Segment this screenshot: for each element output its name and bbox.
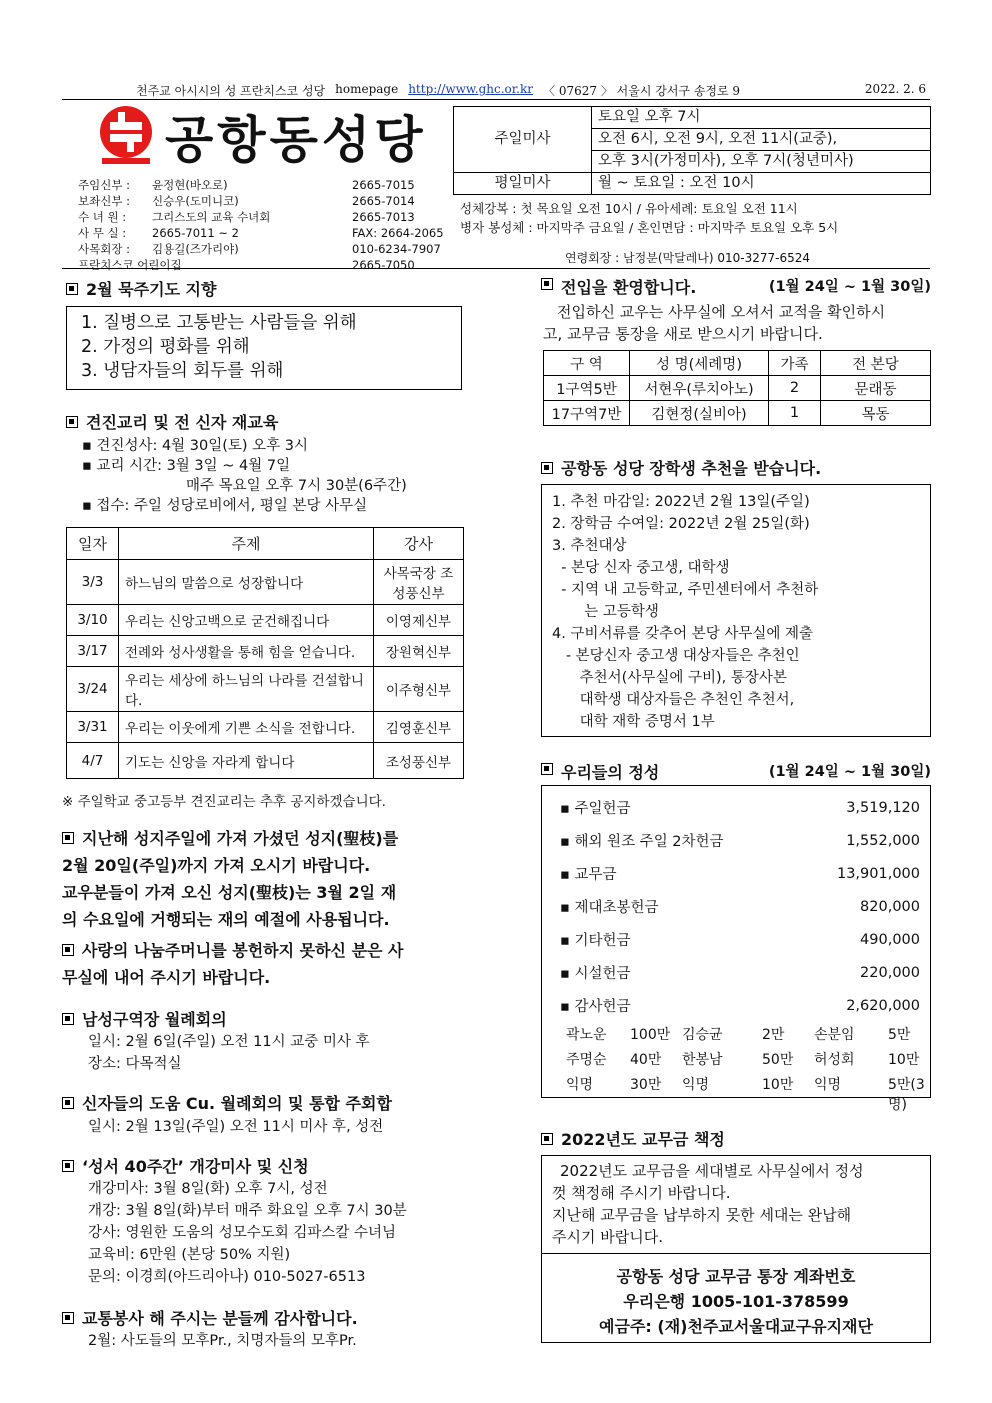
table-row: 3/17 전례와 성사생활을 통해 힘을 얻습니다. 장원혁신부 — [67, 636, 464, 667]
palm-notice: 지난해 성지주일에 가져 가셨던 성지(聖枝)를 2월 20일(주일)까지 가져 오시기 바랍니다. 교우분들이 가져 오신 성지(聖枝)는 3월 2일 재 의 수요일에 거행되는 재의 예절에 사용됩니다. — [62, 829, 399, 929]
list-item: ▪ 시설헌금 220,000 — [552, 956, 920, 989]
weekday-mass-label: 평일미사 — [454, 173, 592, 195]
love-pouch-notice: 사랑의 나눔주머니를 봉헌하지 못하신 분은 사 무실에 내어 주시기 바랍니다. — [62, 941, 404, 987]
prayer-intentions: 1. 질병으로 고통받는 사람들을 위해 2. 가정의 평화를 위해 3. 냉담자들의 회두를 위해 — [66, 306, 462, 390]
traffic-volunteers: 2월: 사도들의 모후Pr., 치명자들의 모후Pr. — [88, 1333, 357, 1349]
parish-logo-icon — [96, 104, 156, 166]
staff-row: 프란치스코 어린이집 2665-7050 — [78, 258, 415, 272]
new-parishioner-table: 구 역 성 명(세례명) 가족 전 본당 1구역5반 서현우(루치아노) 2 문래동 17구역7반 김현정(실비아) 1 목동 — [543, 350, 931, 426]
donation-box — [541, 785, 931, 1113]
address: 〈 07627 〉 서울시 강서구 송정로 9 — [543, 84, 741, 98]
staff-row: 수 녀 원 : 그리스도의 교육 수녀회 2665-7013 — [78, 210, 415, 224]
homepage-link[interactable]: http://www.ghc.or.kr — [408, 82, 534, 96]
page-title: 공항동성당 — [165, 111, 427, 169]
sunday-mass-label: 주일미사 — [454, 107, 592, 173]
list-item: ▪ 기타헌금 490,000 — [552, 923, 920, 956]
men-meeting-info: 일시: 2월 6일(주일) 오전 11시 교중 미사 후 장소: 다목적실 — [88, 1034, 370, 1072]
table-row: 4/7 기도는 신앙을 자라게 합니다 조성풍신부 — [67, 743, 464, 779]
section-heading: 전입을 환영합니다. (1월 24일 ~ 1월 30일) — [541, 275, 931, 298]
table-row: 3/31 우리는 이웃에게 기쁜 소식을 전합니다. 김영훈신부 — [67, 712, 464, 743]
homepage-label: homepage — [335, 82, 399, 96]
section-heading: 우리들의 정성 (1월 24일 ~ 1월 30일) — [541, 760, 931, 783]
scholarship-box: 1. 추천 마감일: 2022년 2월 13일(주일) 2. 장학금 수여일: 2022년 2월 25일(화) 3. 추천대상 - 본당 신자 중고생, 대학생 - 지역 내 고등학교, 주민센터에서 추천하 는 고등학생 4. 구비서류를 갖추어 본당 사무실에 제출 - 본당신자 중고생 대상자들은 추천인 추천서(사무실에 구비), 통장사본 대학생 대상자들은 추천인 추천서, 대학 재학 증명서 1부 — [541, 484, 931, 737]
notice-note: ※ 주일학교 중고등부 견진교리는 추후 공지하겠습니다. — [62, 794, 386, 810]
mass-schedule-table: 주일미사 토요일 오후 7시 오전 6시, 오전 9시, 오전 11시(교중), 오후 3시(가정미사), 오후 7시(청년미사) 평일미사 월 ~ 토요일 : 오전 10시 — [453, 106, 931, 195]
staff-row: 보좌신부 : 신승우(도미니코) 2665-7014 — [78, 194, 415, 208]
table-row: 1구역5반 서현우(루치아노) 2 문래동 — [544, 376, 931, 401]
confirmation-info: ▪ 견진성사: 4월 30일(토) 오후 3시 ▪ 교리 시간: 3월 3일 ~ 4월 7일 매주 목요일 오후 7시 30분(6주간) ▪ 접수: 주일 성당로비에서, 평일 본당 사무실 — [82, 438, 407, 514]
section-heading: 2월 묵주기도 지향 — [66, 277, 216, 300]
list-item: ▪ 제대초봉헌금 820,000 — [552, 890, 920, 923]
bible-course-info: 개강미사: 3월 8일(화) 오후 7시, 성전 개강: 3월 8일(화)부터 매주 화요일 오후 7시 30분 강사: 영원한 도움의 성모수도회 김파스칼 수녀님 교육비: 6만원 (본당 50% 지원) 문의: 이경희(아드리아나) 010-5027-6513 — [88, 1181, 407, 1285]
bank-account-info: 공항동 성당 교무금 통장 계좌번호 우리은행 1005-101-378599 예금주: (재)천주교서울대교구유지재단 — [599, 1267, 873, 1336]
funeral-committee: 연령회장 : 남정분(막달레나) 010-3277-6524 — [565, 251, 811, 265]
catechism-table: 일자 주제 강사 3/3 하느님의 말씀으로 성장합니다 사목국장 조성풍신부 3/10 우리는 신앙고백으로 굳건해집니다 이영제신부 3/17 전례와 성사생활을 통해 힘을 얻습니다. 장원혁신부 3/24 우리는 세상에 하느님의 나라를 건설합니다. 이주형신부 3/31 우리는 이웃에게 기쁜 소식을 전합니다. 김영훈신부 4/7 기도는 신앙을 자라게 합니다 조성풍신부 — [66, 527, 464, 779]
section-heading: ‘성서 40주간’ 개강미사 및 신청 — [62, 1154, 309, 1177]
list-item: ▪ 해외 원조 주일 2차헌금 1,552,000 — [552, 824, 920, 857]
list-item: ▪ 주일헌금 3,519,120 — [552, 791, 920, 824]
helpers-meeting-info: 일시: 2월 13일(주일) 오전 11시 미사 후, 성전 — [88, 1119, 384, 1135]
transfer-notice: 전입하신 교우는 사무실에 오셔서 교적을 확인하시 고, 교무금 통장을 새로 받으시기 바랍니다. — [543, 303, 886, 343]
section-heading: 공항동 성당 장학생 추천을 받습니다. — [541, 456, 821, 479]
section-heading: 신자들의 도움 Cu. 월례회의 및 통합 주회합 — [62, 1091, 392, 1114]
section-heading: 남성구역장 월례회의 — [62, 1007, 227, 1030]
issue-date: 2022. 2. 6 — [864, 82, 926, 96]
dues-box — [541, 1155, 931, 1343]
staff-row: 사 무 실 : 2665-7011 ~ 2 FAX: 2664-2065 — [78, 226, 444, 240]
table-row: 3/10 우리는 신앙고백으로 굳건해집니다 이영제신부 — [67, 605, 464, 636]
staff-row: 사목회장 : 김용길(즈가리야) 010-6234-7907 — [78, 242, 441, 256]
staff-directory — [78, 177, 444, 273]
list-item: ▪ 감사헌금 2,620,000 — [552, 989, 920, 1022]
table-row: 3/3 하느님의 말씀으로 성장합니다 사목국장 조성풍신부 — [67, 560, 464, 605]
section-heading: 견진교리 및 전 신자 재교육 — [66, 410, 278, 433]
staff-row: 주임신부 : 윤정현(바오로) 2665-7015 — [78, 178, 415, 192]
list-item: ▪ 교무금 13,901,000 — [552, 857, 920, 890]
org-name: 천주교 아시시의 성 프란치스코 성당 — [136, 84, 326, 98]
header-line — [136, 82, 926, 99]
table-row: 17구역7반 김현정(실비아) 1 목동 — [544, 401, 931, 426]
table-row: 3/24 우리는 세상에 하느님의 나라를 건설합니다. 이주형신부 — [67, 667, 464, 712]
thanksgiving-donors: 곽노운 100만 김승균 2만 손분임 5만 주명순 40만 한봉남 50만 허성회 10만 익명 30만 익명 10만 익명 5만(3명) — [566, 1027, 925, 1113]
dues-notice: 2022년도 교무금을 세대별로 사무실에서 정성 껏 책정해 주시기 바랍니다. 지난해 교무금을 납부하지 못한 세대는 완납해 주시기 바랍니다. — [542, 1156, 930, 1254]
sacrament-info: 성체강복 : 첫 목요일 오전 10시 / 유아세례: 토요일 오전 11시 병자 봉성체 : 마지막주 금요일 / 혼인면담 : 마지막주 토요일 오후 5시 — [460, 201, 839, 235]
section-heading: 교통봉사 해 주시는 분들께 감사합니다. — [62, 1306, 358, 1329]
section-heading: 2022년도 교무금 책정 — [541, 1127, 725, 1150]
divider — [62, 268, 930, 269]
